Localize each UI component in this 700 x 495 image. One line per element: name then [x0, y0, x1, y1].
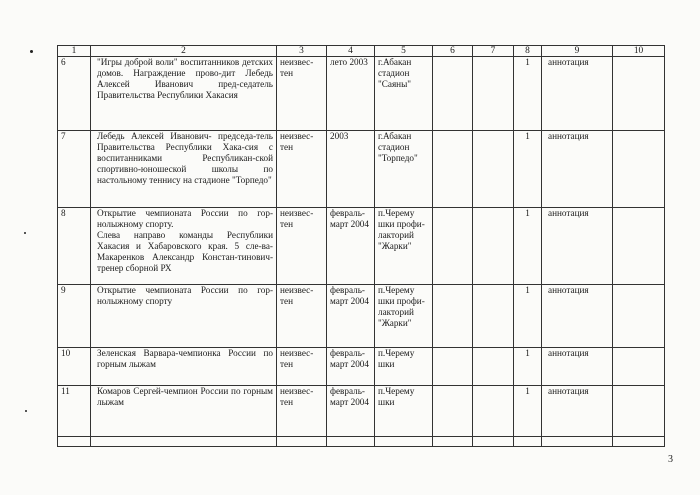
table-row	[58, 285, 665, 348]
item-col6	[433, 208, 473, 285]
item-description: "Игры доброй воли" воспитанников детских домов. Награждение прово-дит Лебедь Алексей Иванович пред-седатель Правительства Республики Хакасия	[91, 57, 277, 131]
item-number: 6	[58, 57, 91, 131]
table-row	[58, 348, 665, 386]
item-col10	[613, 208, 665, 285]
item-description: Лебедь Алексей Иванович- председа-тель Правительства Республики Хака-сия с воспитанниками Республикан-ской спортивно-юношеской школы по настольному теннису на стадионе "Торпедо"	[91, 131, 277, 208]
table-header-row	[58, 46, 665, 57]
archive-register-table	[57, 45, 665, 447]
item-col7	[473, 437, 514, 447]
column-number-9: 9	[542, 46, 613, 57]
item-place: п.Черему шки профи-лакторий "Жарки"	[375, 285, 433, 348]
column-number-8: 8	[514, 46, 542, 57]
column-number-4: 4	[327, 46, 375, 57]
item-col10	[613, 285, 665, 348]
item-col6	[433, 437, 473, 447]
item-annotation	[542, 437, 613, 447]
scan-speck	[25, 410, 27, 412]
item-author: неизвес-тен	[277, 131, 327, 208]
item-col6	[433, 285, 473, 348]
item-author: неизвес-тен	[277, 208, 327, 285]
item-description: Открытие чемпионата России по гор-нолыжному спорту. Слева направо команды Республики Хакасия и Хабаровского края. 5 сле-ва- Макаренков Александр Констан-тинович-тренер сборной РХ	[91, 208, 277, 285]
item-col7	[473, 348, 514, 386]
item-col7	[473, 285, 514, 348]
item-col10	[613, 57, 665, 131]
item-col10	[613, 386, 665, 437]
item-count: 1	[514, 285, 542, 348]
item-description: Зеленская Варвара-чемпионка России по горным лыжам	[91, 348, 277, 386]
item-col6	[433, 131, 473, 208]
item-number: 10	[58, 348, 91, 386]
item-count: 1	[514, 348, 542, 386]
item-description	[91, 437, 277, 447]
item-col6	[433, 348, 473, 386]
column-number-3: 3	[277, 46, 327, 57]
table-row	[58, 208, 665, 285]
table-row	[58, 437, 665, 447]
item-author	[277, 437, 327, 447]
item-description: Комаров Сергей-чемпион России по горным лыжам	[91, 386, 277, 437]
item-author: неизвес-тен	[277, 57, 327, 131]
item-col10	[613, 348, 665, 386]
item-date: февраль-март 2004	[327, 285, 375, 348]
item-col10	[613, 437, 665, 447]
item-date: февраль-март 2004	[327, 348, 375, 386]
item-place	[375, 437, 433, 447]
item-annotation: аннотация	[542, 386, 613, 437]
item-author: неизвес-тен	[277, 348, 327, 386]
item-author: неизвес-тен	[277, 386, 327, 437]
column-number-10: 10	[613, 46, 665, 57]
column-number-5: 5	[375, 46, 433, 57]
item-count: 1	[514, 57, 542, 131]
scan-speck	[24, 232, 26, 234]
item-number: 7	[58, 131, 91, 208]
item-place: п.Черему шки профи-лакторий "Жарки"	[375, 208, 433, 285]
table-row	[58, 57, 665, 131]
item-description: Открытие чемпионата России по гор-нолыжному спорту	[91, 285, 277, 348]
column-number-2: 2	[91, 46, 277, 57]
item-col7	[473, 386, 514, 437]
item-annotation: аннотация	[542, 285, 613, 348]
item-annotation: аннотация	[542, 208, 613, 285]
page-number: 3	[668, 454, 673, 465]
item-number: 11	[58, 386, 91, 437]
item-col7	[473, 131, 514, 208]
scan-speck	[30, 50, 33, 53]
item-col7	[473, 208, 514, 285]
item-col6	[433, 386, 473, 437]
column-number-6: 6	[433, 46, 473, 57]
item-date: 2003	[327, 131, 375, 208]
item-number: 9	[58, 285, 91, 348]
item-date: февраль-март 2004	[327, 208, 375, 285]
item-place: п.Черему шки	[375, 348, 433, 386]
item-annotation: аннотация	[542, 57, 613, 131]
item-col7	[473, 57, 514, 131]
column-number-7: 7	[473, 46, 514, 57]
item-annotation: аннотация	[542, 131, 613, 208]
item-date: февраль-март 2004	[327, 386, 375, 437]
item-place: г.Абакан стадион "Саяны"	[375, 57, 433, 131]
item-count	[514, 437, 542, 447]
column-number-1: 1	[58, 46, 91, 57]
item-date: лето 2003	[327, 57, 375, 131]
item-annotation: аннотация	[542, 348, 613, 386]
item-count: 1	[514, 131, 542, 208]
table-row	[58, 386, 665, 437]
item-count: 1	[514, 208, 542, 285]
item-count: 1	[514, 386, 542, 437]
table-row	[58, 131, 665, 208]
item-col10	[613, 131, 665, 208]
item-place: г.Абакан стадион "Торпедо"	[375, 131, 433, 208]
item-date	[327, 437, 375, 447]
item-number	[58, 437, 91, 447]
item-number: 8	[58, 208, 91, 285]
item-author: неизвес-тен	[277, 285, 327, 348]
item-place: п.Черему шки	[375, 386, 433, 437]
item-col6	[433, 57, 473, 131]
